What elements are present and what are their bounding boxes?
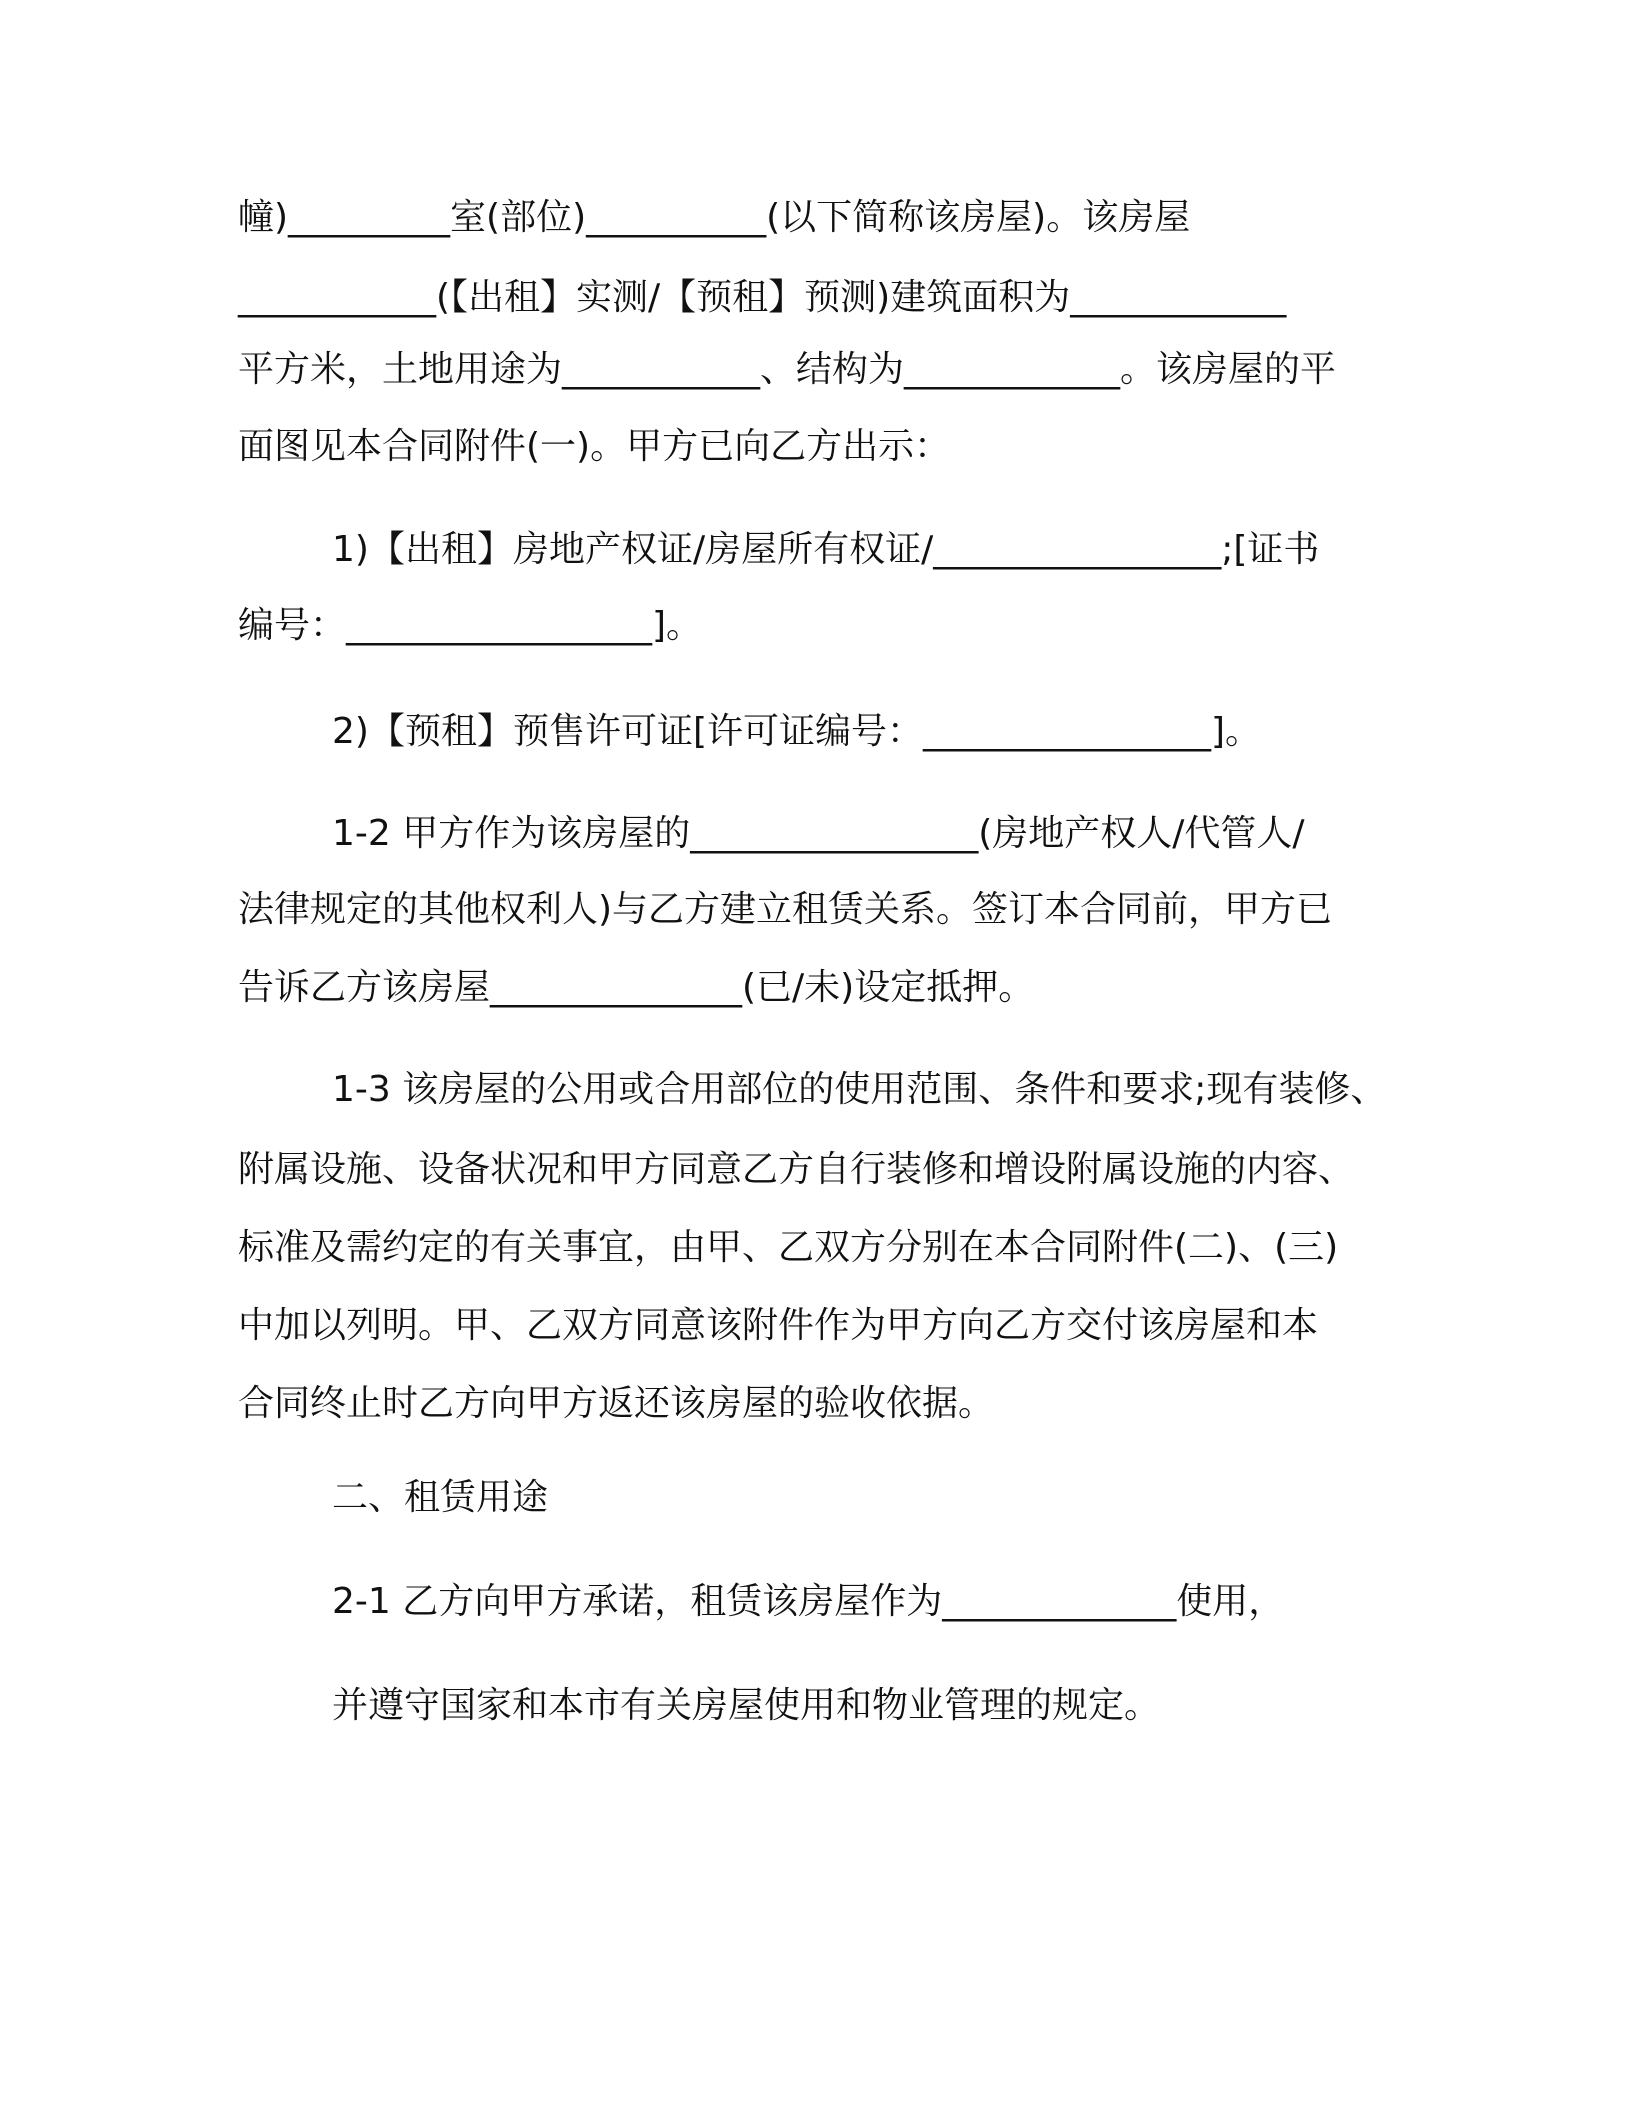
text-line: 编号：_________________]。 xyxy=(238,605,703,646)
text-line: 平方米，土地用途为___________、结构为____________。该房屋的平 xyxy=(238,349,1337,390)
text-line: 合同终止时乙方向甲方返还该房屋的验收依据。 xyxy=(238,1383,995,1424)
text-line: 幢)_________室(部位)__________(以下简称该房屋)。该房屋 xyxy=(238,197,1191,238)
section-2-1-paragraph: 2-1 乙方向甲方承诺，租赁该房屋作为_____________使用， xyxy=(332,1581,1285,1622)
text-line: 告诉乙方该房屋______________(已/未)设定抵押。 xyxy=(238,967,1035,1008)
text-line: 并遵守国家和本市有关房屋使用和物业管理的规定。 xyxy=(332,1685,1161,1726)
list-item: 2)【预租】预售许可证[许可证编号：________________]。 xyxy=(332,711,1262,752)
text-line: 面图见本合同附件(一)。甲方已向乙方出示： xyxy=(238,426,951,467)
text-line: 标准及需约定的有关事宜，由甲、乙双方分别在本合同附件(二)、(三) xyxy=(238,1227,1339,1268)
section-1-3-paragraph: 1-3 该房屋的公用或合用部位的使用范围、条件和要求;现有装修、 xyxy=(332,1069,1387,1110)
text-line: 法律规定的其他权利人)与乙方建立租赁关系。签订本合同前，甲方已 xyxy=(238,889,1333,930)
list-item: 1)【出租】房地产权证/房屋所有权证/________________;[证书 xyxy=(332,529,1320,570)
section-1-2-paragraph: 1-2 甲方作为该房屋的________________(房地产权人/代管人/ xyxy=(332,813,1305,854)
section-heading: 二、租赁用途 xyxy=(332,1477,549,1518)
text-line: 附属设施、设备状况和甲方同意乙方自行装修和增设附属设施的内容、 xyxy=(238,1149,1355,1190)
text-line: 中加以列明。甲、乙双方同意该附件作为甲方向乙方交付该房屋和本 xyxy=(238,1305,1319,1346)
text-line: ___________(【出租】实测/【预租】预测)建筑面积为____________ xyxy=(238,277,1287,318)
